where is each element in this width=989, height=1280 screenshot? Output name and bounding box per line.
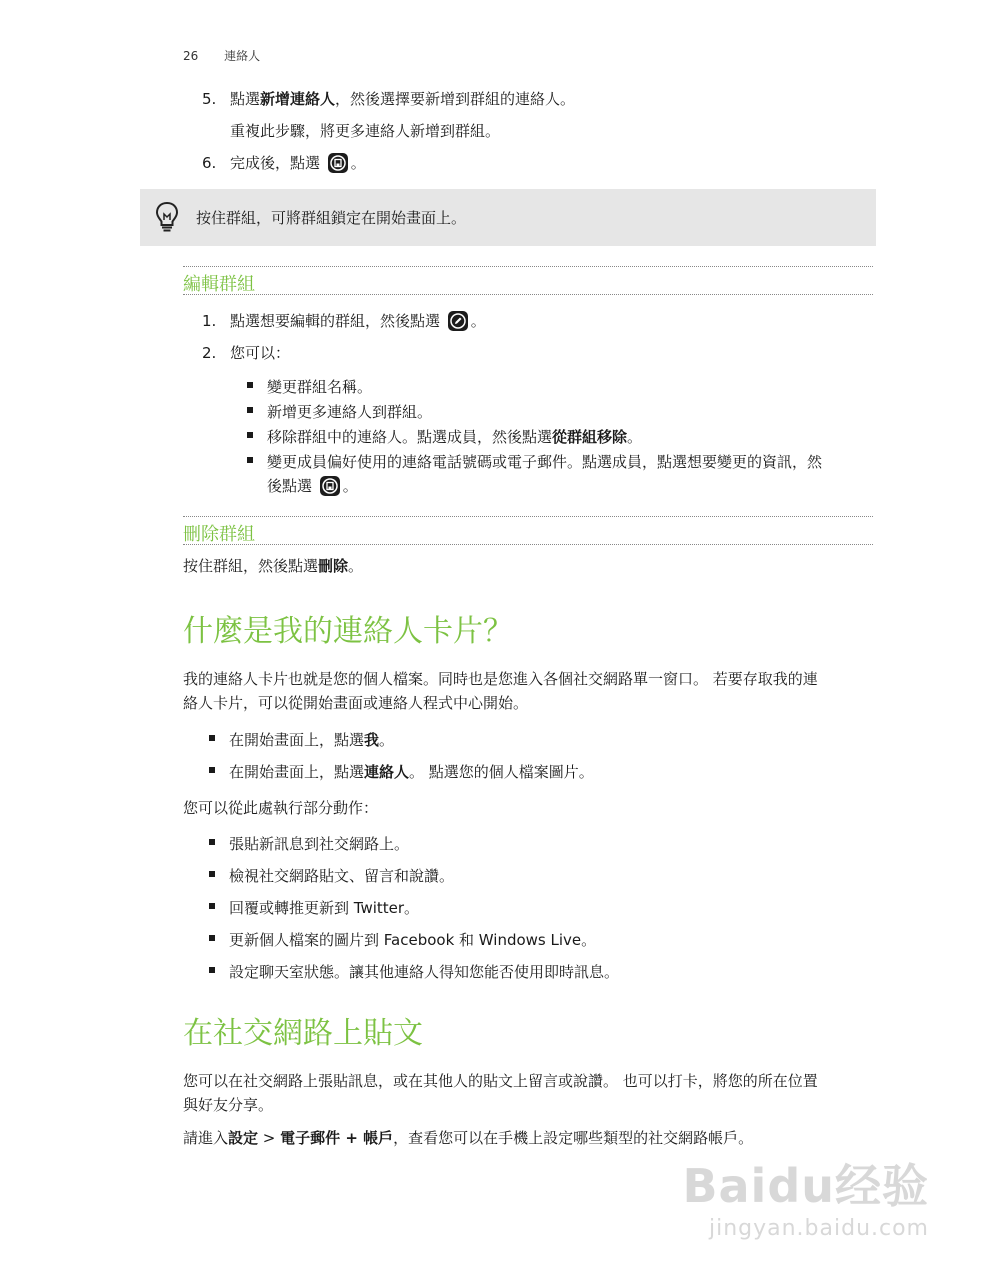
tip-text: 按住群組，可將群組鎖定在開始畫面上。 [196,209,467,227]
divider [183,294,873,295]
settings-instruction: 請進入設定 > 電子郵件 + 帳戶，查看您可以在手機上設定哪些類型的社交網路帳戶。 [183,1129,754,1147]
list-item: 設定聊天室狀態。讓其他連絡人得知您能否使用即時訊息。 [209,961,619,983]
list-item: 張貼新訊息到社交網路上。 [209,833,409,855]
save-icon [320,476,340,496]
list-item: 變更群組名稱。 [247,376,372,398]
watermark [682,1150,929,1241]
posting-paragraph-line-2: 與好友分享。 [183,1096,274,1114]
section-title: 連絡人 [224,49,261,63]
watermark-brand: Baidu经验 [682,1159,929,1213]
page-number: 26 [183,49,199,63]
can-do-text: 您可以從此處執行部分動作： [183,799,379,817]
divider [183,516,873,517]
step-6: 6. 完成後，點選 。 [202,154,366,172]
list-item: 變更成員偏好使用的連絡電話號碼或電子郵件。點選成員，點選想要變更的資訊，然 [247,451,822,473]
list-item: 在開始畫面上，點選我。 [209,729,394,751]
list-item: 更新個人檔案的圖片到 Facebook 和 Windows Live。 [209,929,596,951]
lightbulb-icon [154,201,180,237]
my-card-paragraph-line-1: 我的連絡人卡片也就是您的個人檔案。同時也是您進入各個社交網路單一窗口。 若要存取我的連 [183,670,818,688]
my-card-heading: 什麼是我的連絡人卡片？ [183,614,513,649]
watermark-url: jingyan.baidu.com [708,1216,929,1241]
edit-icon [448,311,468,331]
my-card-paragraph-line-2: 絡人卡片，可以從開始畫面或連絡人程式中心開始。 [183,694,529,712]
posting-paragraph-line-1: 您可以在社交網路上張貼訊息，或在其他人的貼文上留言或說讚。 也可以打卡，將您的所在位置 [183,1072,818,1090]
edit-group-heading: 編輯群組 [183,274,255,295]
edit-step-1: 1. 點選想要編輯的群組，然後點選 。 [202,312,486,330]
step-5: 5. 點選新增連絡人，然後選擇要新增到群組的連絡人。 [202,90,576,108]
delete-group-heading: 刪除群組 [183,524,255,545]
page-header [183,47,260,64]
list-item: 移除群組中的連絡人。點選成員，然後點選從群組移除。 [247,426,642,448]
posting-heading: 在社交網路上貼文 [183,1016,423,1051]
list-item-continuation: 後點選 。 [267,477,358,495]
list-item: 回覆或轉推更新到 Twitter。 [209,897,419,919]
list-item: 新增更多連絡人到群組。 [247,401,432,423]
save-icon [328,153,348,173]
divider [183,544,873,545]
delete-group-text: 按住群組，然後點選刪除。 [183,557,364,575]
divider [183,266,873,267]
step-5-note: 重複此步驟，將更多連絡人新增到群組。 [230,122,501,140]
list-item: 在開始畫面上，點選連絡人。 點選您的個人檔案圖片。 [209,761,594,783]
edit-step-2: 2. 您可以： [202,344,291,362]
list-item: 檢視社交網路貼文、留言和說讚。 [209,865,454,887]
